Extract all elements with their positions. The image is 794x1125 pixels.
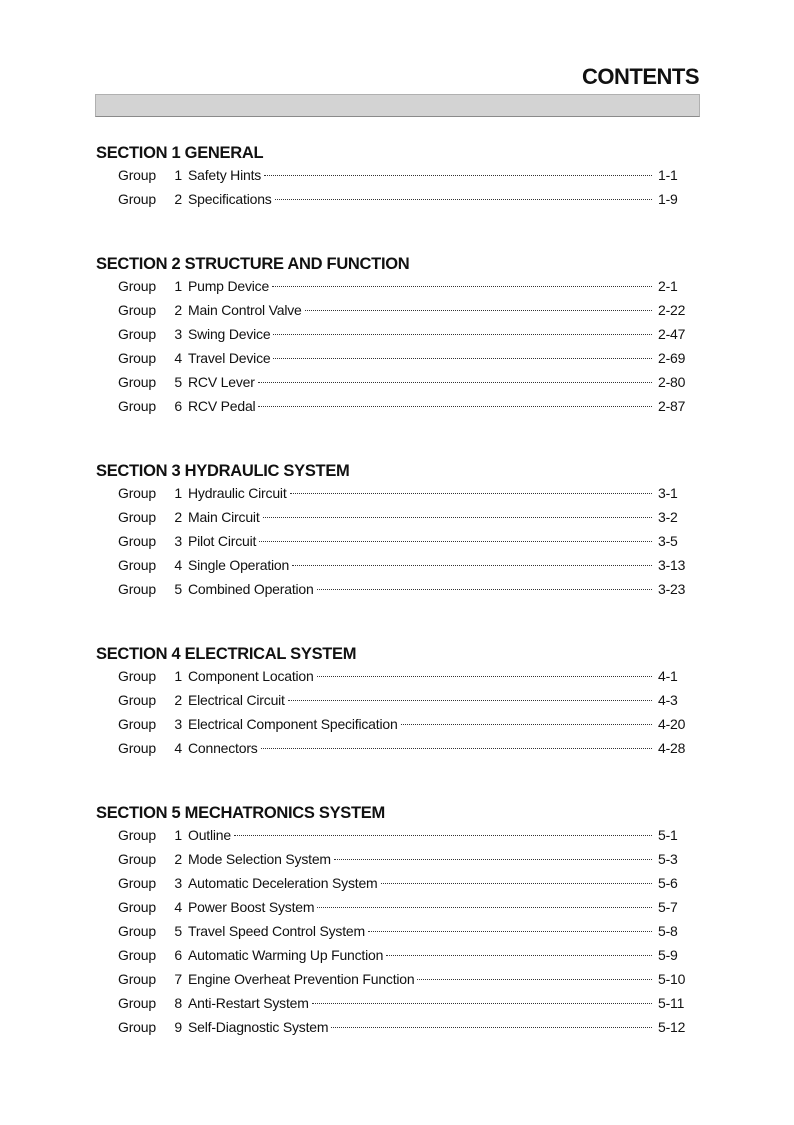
toc-entry[interactable] bbox=[118, 529, 692, 553]
section-heading: SECTION 5 MECHATRONICS SYSTEM bbox=[96, 804, 385, 822]
page-reference: 2-47 bbox=[658, 326, 686, 342]
section-entry-list bbox=[118, 163, 692, 211]
entry-title: RCV Lever bbox=[188, 374, 255, 390]
dot-leader bbox=[401, 724, 652, 725]
group-number: 4 bbox=[174, 557, 182, 573]
dot-leader bbox=[258, 406, 652, 407]
group-label: Group bbox=[118, 899, 156, 915]
dot-leader bbox=[331, 1027, 652, 1028]
toc-entry[interactable] bbox=[118, 919, 692, 943]
group-label: Group bbox=[118, 716, 156, 732]
dot-leader bbox=[258, 382, 652, 383]
title-rule-bar bbox=[95, 94, 700, 117]
page-reference: 3-13 bbox=[658, 557, 686, 573]
toc-entry[interactable] bbox=[118, 322, 692, 346]
group-number: 3 bbox=[174, 533, 182, 549]
group-label: Group bbox=[118, 581, 156, 597]
group-label: Group bbox=[118, 374, 156, 390]
group-label: Group bbox=[118, 947, 156, 963]
toc-entry[interactable] bbox=[118, 577, 692, 601]
toc-section-5 bbox=[96, 803, 696, 1035]
group-label: Group bbox=[118, 668, 156, 684]
group-label: Group bbox=[118, 167, 156, 183]
dot-leader bbox=[290, 493, 652, 494]
dot-leader bbox=[288, 700, 652, 701]
toc-entry[interactable] bbox=[118, 346, 692, 370]
entry-title: Travel Device bbox=[188, 350, 271, 366]
dot-leader bbox=[386, 955, 652, 956]
page-reference: 3-2 bbox=[658, 509, 678, 525]
entry-title: Automatic Warming Up Function bbox=[188, 947, 384, 963]
group-number: 2 bbox=[174, 191, 182, 207]
group-number: 5 bbox=[174, 581, 182, 597]
group-number: 5 bbox=[174, 923, 182, 939]
page-reference: 5-3 bbox=[658, 851, 678, 867]
entry-title: Electrical Circuit bbox=[188, 692, 285, 708]
group-number: 2 bbox=[174, 692, 182, 708]
entry-title: Swing Device bbox=[188, 326, 271, 342]
toc-entry[interactable] bbox=[118, 163, 692, 187]
dot-leader bbox=[272, 286, 652, 287]
toc-section-1 bbox=[96, 143, 696, 207]
toc-entry[interactable] bbox=[118, 481, 692, 505]
toc-section-2 bbox=[96, 254, 696, 414]
toc-entry[interactable] bbox=[118, 847, 692, 871]
group-number: 3 bbox=[174, 326, 182, 342]
section-heading: SECTION 1 GENERAL bbox=[96, 144, 264, 162]
toc-entry[interactable] bbox=[118, 712, 692, 736]
dot-leader bbox=[261, 748, 652, 749]
dot-leader bbox=[259, 541, 652, 542]
page-reference: 2-87 bbox=[658, 398, 686, 414]
dot-leader bbox=[334, 859, 652, 860]
group-label: Group bbox=[118, 740, 156, 756]
page-reference: 5-8 bbox=[658, 923, 678, 939]
page-reference: 3-5 bbox=[658, 533, 678, 549]
entry-title: Main Control Valve bbox=[188, 302, 302, 318]
entry-title: Anti-Restart System bbox=[188, 995, 309, 1011]
toc-entry[interactable] bbox=[118, 871, 692, 895]
page-reference: 4-3 bbox=[658, 692, 678, 708]
toc-entry[interactable] bbox=[118, 991, 692, 1015]
toc-entry[interactable] bbox=[118, 895, 692, 919]
entry-title: Mode Selection System bbox=[188, 851, 331, 867]
dot-leader bbox=[305, 310, 652, 311]
dot-leader bbox=[273, 358, 652, 359]
group-label: Group bbox=[118, 851, 156, 867]
dot-leader bbox=[292, 565, 652, 566]
group-label: Group bbox=[118, 1019, 156, 1035]
page-reference: 1-1 bbox=[658, 167, 678, 183]
group-number: 1 bbox=[174, 827, 182, 843]
dot-leader bbox=[317, 907, 652, 908]
section-heading: SECTION 2 STRUCTURE AND FUNCTION bbox=[96, 255, 410, 273]
entry-title: Outline bbox=[188, 827, 231, 843]
page-reference: 2-69 bbox=[658, 350, 686, 366]
entry-title: Combined Operation bbox=[188, 581, 314, 597]
group-number: 3 bbox=[174, 716, 182, 732]
dot-leader bbox=[234, 835, 652, 836]
dot-leader bbox=[273, 334, 652, 335]
group-label: Group bbox=[118, 485, 156, 501]
group-number: 6 bbox=[174, 947, 182, 963]
group-number: 6 bbox=[174, 398, 182, 414]
toc-entry[interactable] bbox=[118, 736, 692, 760]
group-number: 2 bbox=[174, 851, 182, 867]
group-label: Group bbox=[118, 533, 156, 549]
toc-entry[interactable] bbox=[118, 943, 692, 967]
toc-entry[interactable] bbox=[118, 370, 692, 394]
group-number: 1 bbox=[174, 278, 182, 294]
entry-title: Connectors bbox=[188, 740, 258, 756]
page-reference: 2-22 bbox=[658, 302, 686, 318]
group-label: Group bbox=[118, 971, 156, 987]
page-reference: 2-80 bbox=[658, 374, 686, 390]
group-number: 2 bbox=[174, 302, 182, 318]
page-reference: 5-1 bbox=[658, 827, 678, 843]
entry-title: Main Circuit bbox=[188, 509, 260, 525]
page-reference: 2-1 bbox=[658, 278, 678, 294]
page-reference: 3-23 bbox=[658, 581, 686, 597]
entry-title: Travel Speed Control System bbox=[188, 923, 365, 939]
page-title: CONTENTS bbox=[582, 64, 699, 89]
page-reference: 5-7 bbox=[658, 899, 678, 915]
dot-leader bbox=[263, 517, 652, 518]
group-number: 1 bbox=[174, 668, 182, 684]
toc-entry[interactable] bbox=[118, 1015, 692, 1039]
section-heading: SECTION 4 ELECTRICAL SYSTEM bbox=[96, 645, 357, 663]
group-number: 1 bbox=[174, 485, 182, 501]
group-number: 4 bbox=[174, 899, 182, 915]
group-number: 5 bbox=[174, 374, 182, 390]
entry-title: Self-Diagnostic System bbox=[188, 1019, 329, 1035]
group-label: Group bbox=[118, 302, 156, 318]
group-label: Group bbox=[118, 398, 156, 414]
group-number: 7 bbox=[174, 971, 182, 987]
page-reference: 3-1 bbox=[658, 485, 678, 501]
page-reference: 5-10 bbox=[658, 971, 686, 987]
page-reference: 4-28 bbox=[658, 740, 686, 756]
toc-entry[interactable] bbox=[118, 298, 692, 322]
entry-title: Electrical Component Specification bbox=[188, 716, 398, 732]
section-entry-list bbox=[118, 481, 692, 601]
entry-title: Pilot Circuit bbox=[188, 533, 257, 549]
group-label: Group bbox=[118, 875, 156, 891]
toc-entry[interactable] bbox=[118, 823, 692, 847]
group-label: Group bbox=[118, 326, 156, 342]
group-label: Group bbox=[118, 278, 156, 294]
toc-entry[interactable] bbox=[118, 688, 692, 712]
group-label: Group bbox=[118, 509, 156, 525]
page-reference: 5-11 bbox=[658, 995, 685, 1011]
page-reference: 5-9 bbox=[658, 947, 678, 963]
entry-title: RCV Pedal bbox=[188, 398, 256, 414]
group-label: Group bbox=[118, 191, 156, 207]
dot-leader bbox=[381, 883, 652, 884]
dot-leader bbox=[312, 1003, 652, 1004]
group-number: 8 bbox=[174, 995, 182, 1011]
toc-entry[interactable] bbox=[118, 274, 692, 298]
section-entry-list bbox=[118, 823, 692, 1039]
dot-leader bbox=[275, 199, 652, 200]
page-reference: 1-9 bbox=[658, 191, 678, 207]
toc-entry[interactable] bbox=[118, 664, 692, 688]
section-entry-list bbox=[118, 664, 692, 760]
toc-entry[interactable] bbox=[118, 553, 692, 577]
entry-title: Engine Overheat Prevention Function bbox=[188, 971, 415, 987]
group-label: Group bbox=[118, 923, 156, 939]
group-number: 4 bbox=[174, 740, 182, 756]
toc-entry[interactable] bbox=[118, 967, 692, 991]
group-label: Group bbox=[118, 995, 156, 1011]
page-reference: 4-20 bbox=[658, 716, 686, 732]
group-number: 9 bbox=[174, 1019, 182, 1035]
group-label: Group bbox=[118, 827, 156, 843]
dot-leader bbox=[264, 175, 652, 176]
dot-leader bbox=[317, 676, 652, 677]
toc-entry[interactable] bbox=[118, 505, 692, 529]
dot-leader bbox=[417, 979, 652, 980]
entry-title: Pump Device bbox=[188, 278, 270, 294]
group-label: Group bbox=[118, 350, 156, 366]
page-reference: 5-6 bbox=[658, 875, 678, 891]
page-reference: 4-1 bbox=[658, 668, 678, 684]
group-label: Group bbox=[118, 557, 156, 573]
entry-title: Single Operation bbox=[188, 557, 290, 573]
page-reference: 5-12 bbox=[658, 1019, 686, 1035]
dot-leader bbox=[368, 931, 652, 932]
group-label: Group bbox=[118, 692, 156, 708]
entry-title: Power Boost System bbox=[188, 899, 315, 915]
entry-title: Automatic Deceleration System bbox=[188, 875, 378, 891]
entry-title: Safety Hints bbox=[188, 167, 262, 183]
toc-entry[interactable] bbox=[118, 394, 692, 418]
group-number: 3 bbox=[174, 875, 182, 891]
dot-leader bbox=[317, 589, 652, 590]
entry-title: Component Location bbox=[188, 668, 314, 684]
entry-title: Hydraulic Circuit bbox=[188, 485, 287, 501]
group-number: 4 bbox=[174, 350, 182, 366]
section-heading: SECTION 3 HYDRAULIC SYSTEM bbox=[96, 462, 350, 480]
section-entry-list bbox=[118, 274, 692, 418]
entry-title: Specifications bbox=[188, 191, 272, 207]
toc-section-4 bbox=[96, 644, 696, 756]
toc-section-3 bbox=[96, 461, 696, 597]
group-number: 1 bbox=[174, 167, 182, 183]
group-number: 2 bbox=[174, 509, 182, 525]
toc-entry[interactable] bbox=[118, 187, 692, 211]
